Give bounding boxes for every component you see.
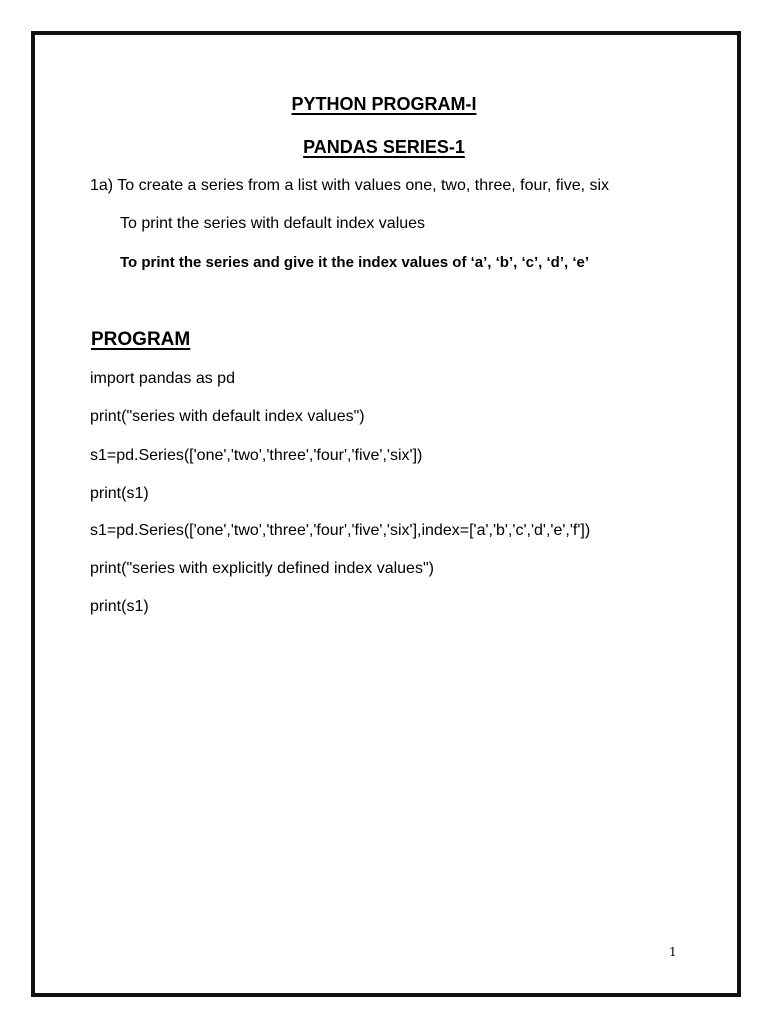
- code-line: print("series with default index values"): [90, 408, 365, 425]
- code-line: import pandas as pd: [90, 370, 235, 387]
- task-step-default-index: To print the series with default index values: [120, 215, 426, 232]
- code-line: print("series with explicitly defined index values"): [90, 560, 434, 577]
- task-step-custom-index: To print the series and give it the index values of ‘a’, ‘b’, ‘c’, ‘d’, ‘e’: [120, 254, 589, 271]
- code-line: print(s1): [90, 485, 149, 502]
- program-heading: PROGRAM: [91, 329, 191, 350]
- page-number: 1: [669, 945, 677, 959]
- code-line: print(s1): [90, 598, 149, 615]
- code-line: s1=pd.Series(['one','two','three','four','five','six']): [90, 447, 423, 464]
- document-subtitle: PANDAS SERIES-1: [303, 137, 465, 157]
- page-border: [31, 31, 741, 997]
- task-description: 1a) To create a series from a list with values one, two, three, four, five, six: [90, 177, 610, 194]
- code-line: s1=pd.Series(['one','two','three','four','five','six'],index=['a','b','c','d','e','f']): [90, 522, 591, 539]
- document-title: PYTHON PROGRAM-I: [291, 94, 477, 114]
